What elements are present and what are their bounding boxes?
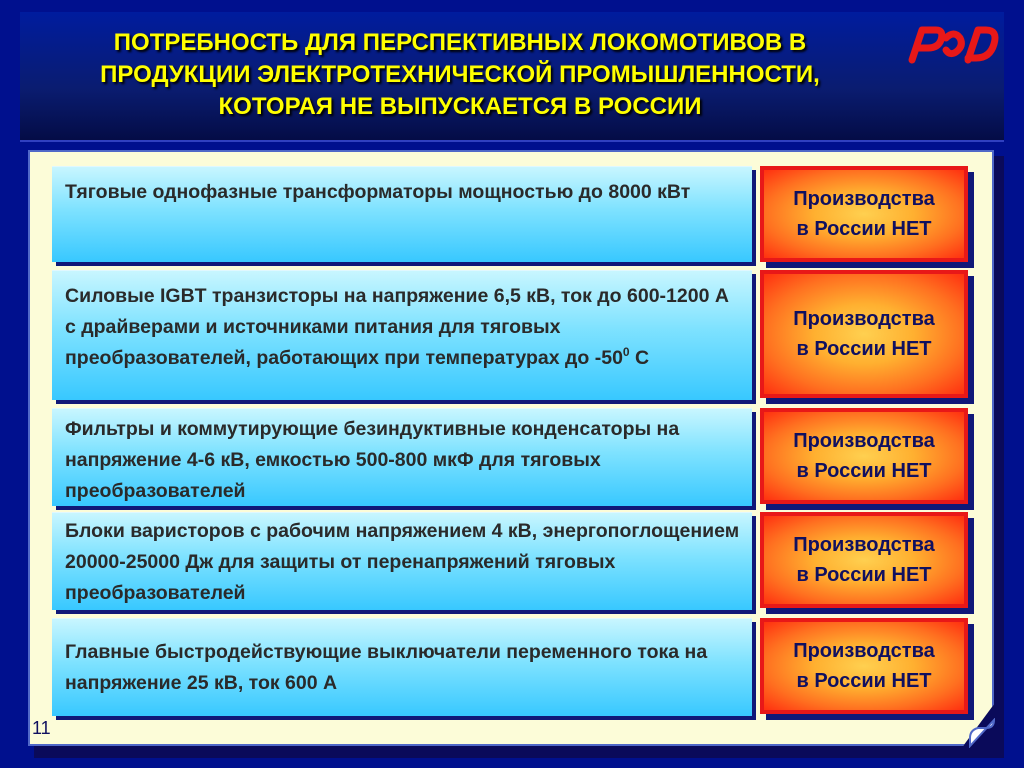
badge-line: Производства — [793, 534, 935, 556]
badge-line: в России НЕТ — [796, 218, 932, 240]
item-description — [52, 512, 752, 610]
status-badge — [760, 270, 968, 398]
item-text: Фильтры и коммутирующие безиндуктивные конденсаторы на напряжение 4-6 кВ, емкостью 500-800 мкФ для тяговых преобразователей — [65, 418, 680, 502]
badge-line: Производства — [793, 188, 935, 210]
badge-line: Производства — [793, 308, 935, 330]
badge-line: в России НЕТ — [796, 338, 932, 360]
item-description — [52, 618, 752, 716]
status-badge — [760, 408, 968, 504]
item-description — [52, 408, 752, 506]
item-description — [52, 270, 752, 400]
item-text-superscript: 0 — [622, 345, 630, 359]
status-badge — [760, 166, 968, 262]
badge-line: Производства — [793, 430, 935, 452]
status-badge — [760, 618, 968, 714]
slide-title: ПОТРЕБНОСТЬ ДЛЯ ПЕРСПЕКТИВНЫХ ЛОКОМОТИВОВ В ПРОДУКЦИИ ЭЛЕКТРОТЕХНИЧЕСКОЙ ПРОМЫШЛЕННОСТИ, КОТОРАЯ НЕ ВЫПУСКАЕТСЯ В РОССИИ — [100, 29, 820, 120]
page-number: 11 — [32, 718, 51, 738]
badge-line: в России НЕТ — [796, 460, 932, 482]
item-text: Главные быстродействующие выключатели переменного тока на напряжение 25 кВ, ток 600 А — [65, 641, 708, 694]
badge-line: в России НЕТ — [796, 670, 932, 692]
status-badge — [760, 512, 968, 608]
page-curl-icon — [966, 718, 996, 748]
item-text: Тяговые однофазные трансформаторы мощностью до 8000 кВт — [65, 181, 691, 203]
item-description — [52, 166, 752, 262]
item-text-tail: С — [629, 347, 650, 369]
item-text: Силовые IGBT транзисторы на напряжение 6,5 кВ, ток до 600-1200 А с драйверами и источниками питания для тяговых преобразователей, работающих при температурах до -50 — [65, 285, 729, 369]
badge-line: в России НЕТ — [796, 564, 932, 586]
rzd-logo-icon — [906, 16, 1004, 68]
badge-line: Производства — [793, 640, 935, 662]
item-text: Блоки варисторов с рабочим напряжением 4 кВ, энергопоглощением 20000-25000 Дж для защиты от перенапряжений тяговых преобразователей — [65, 520, 740, 604]
